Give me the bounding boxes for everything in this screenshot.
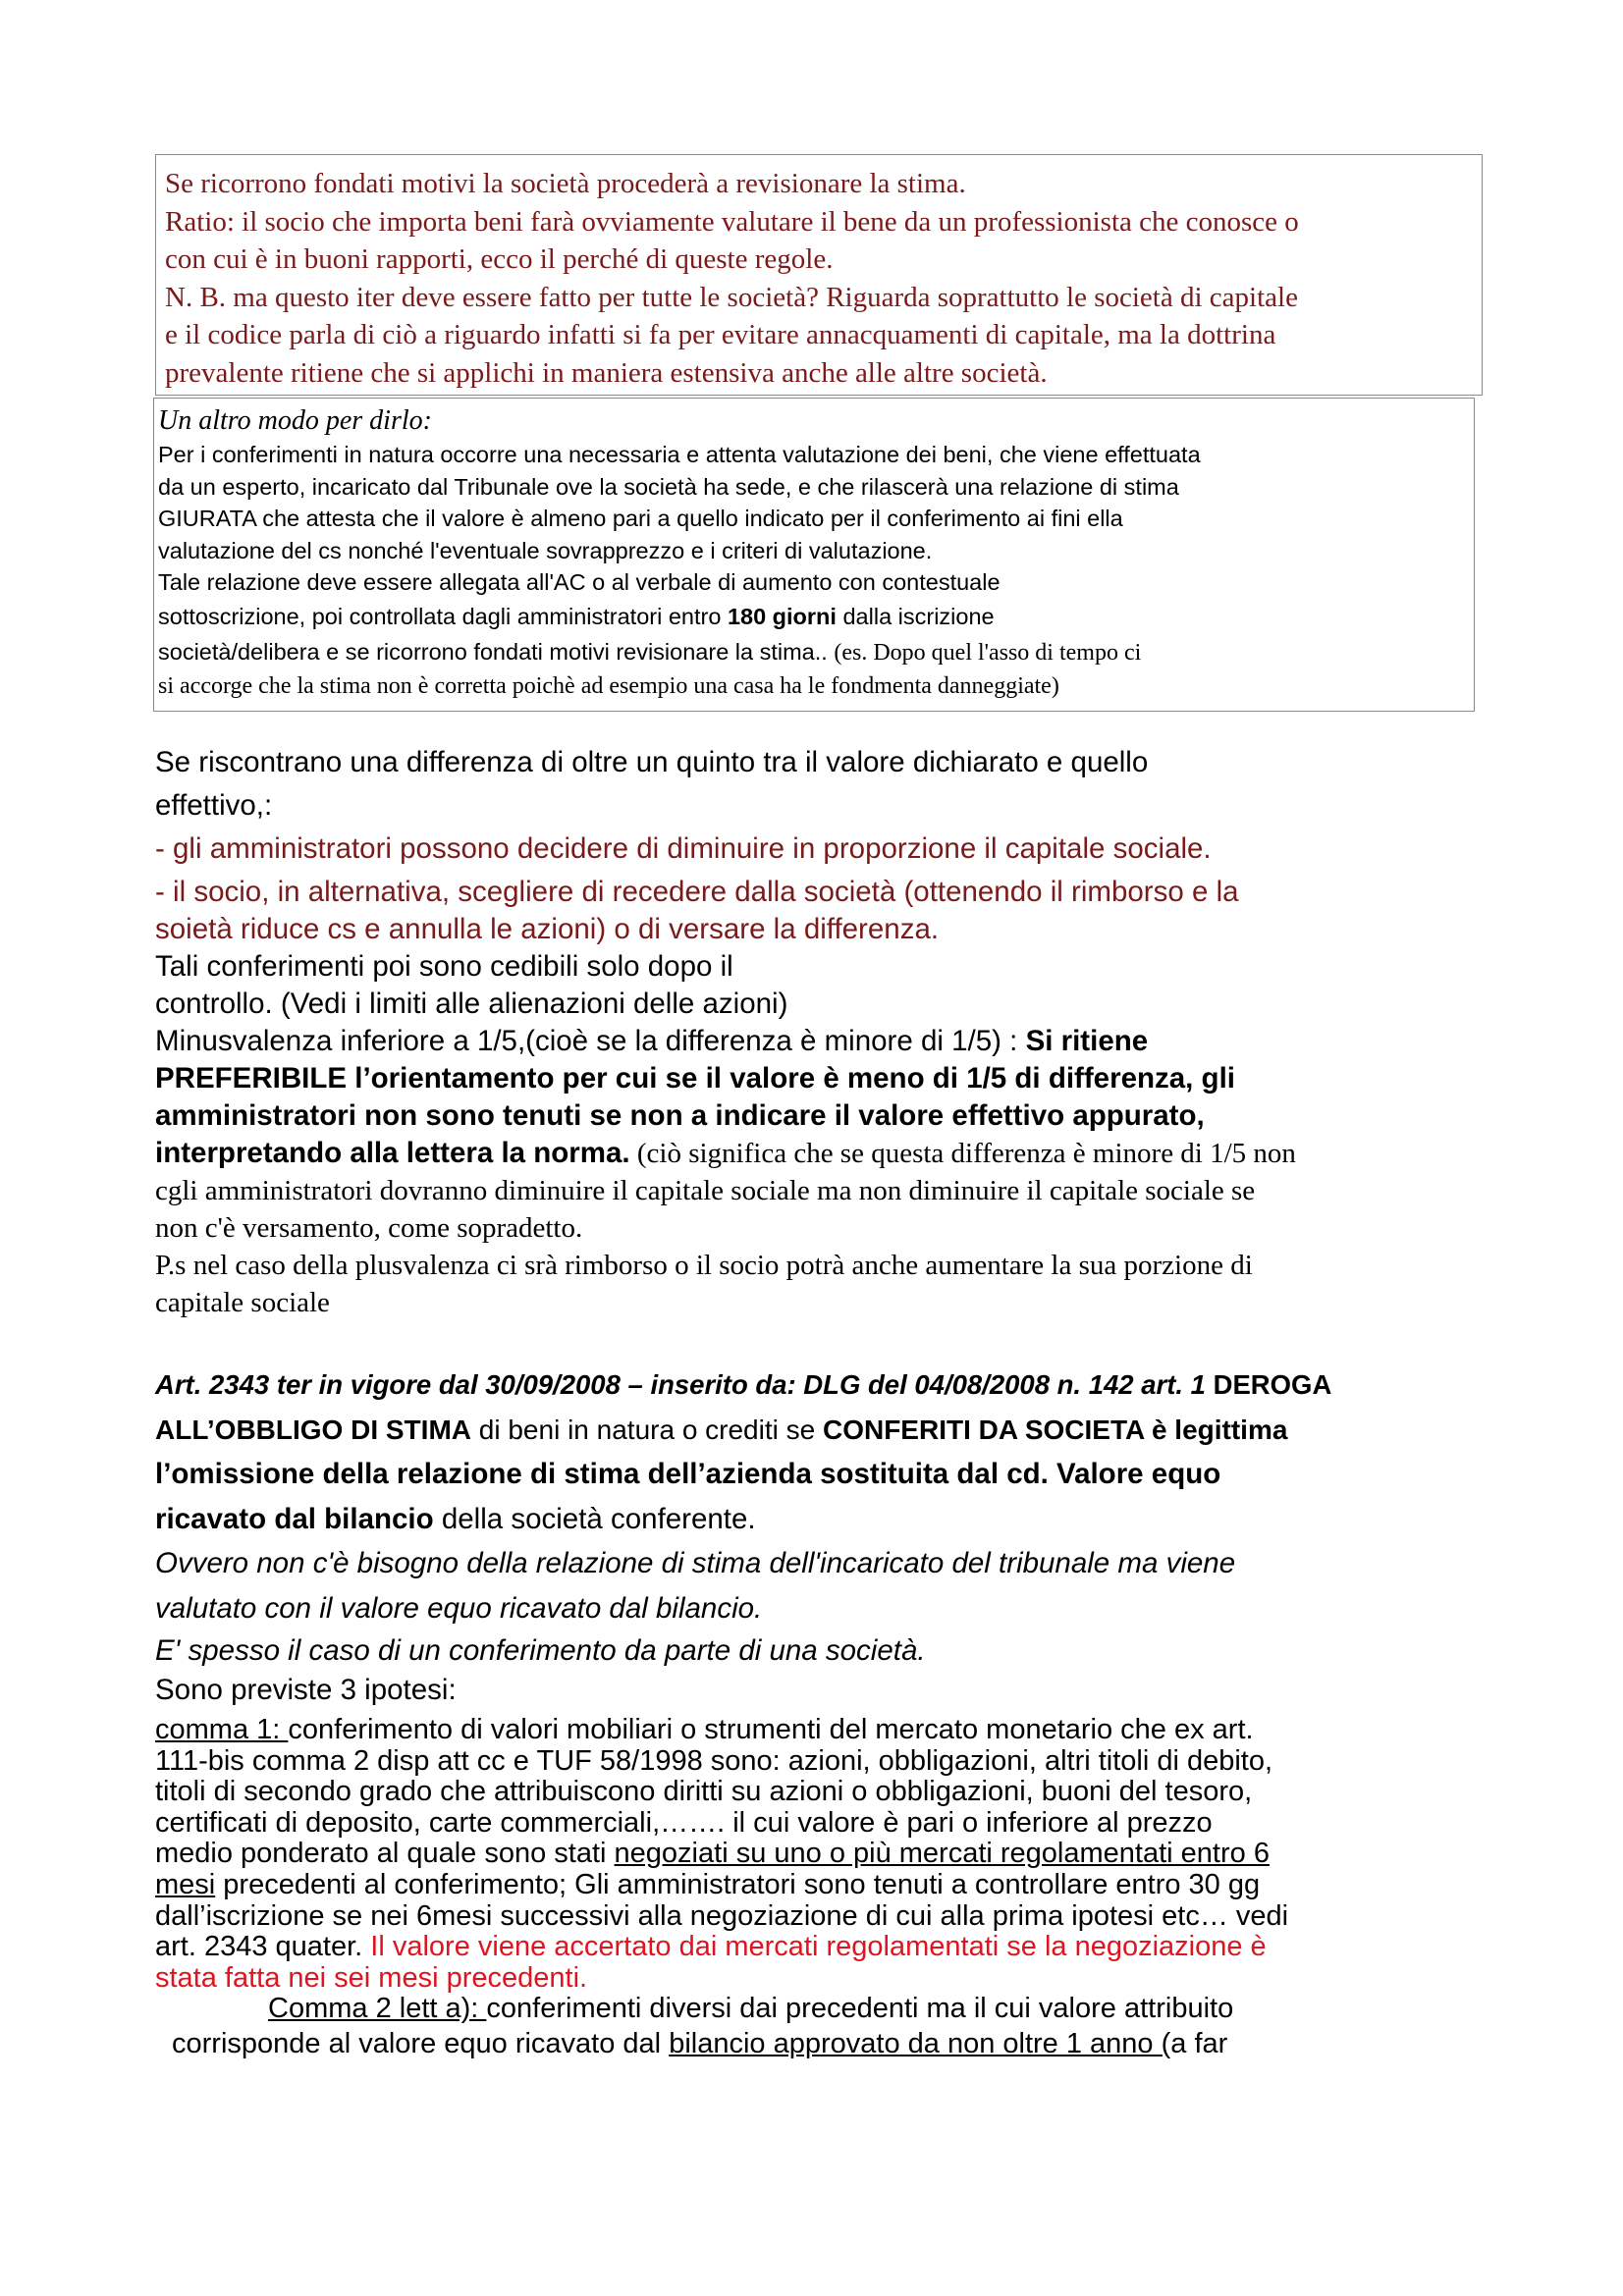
- section-commi: [155, 1715, 1490, 2060]
- italic-line: Ovvero non c'è bisogno della relazione di stima dell'incaricato del tribunale ma viene: [155, 1547, 1236, 1579]
- paragraph-line: dall’iscrizione se nei 6mesi successivi alla negoziazione di cui alla prima ipotesi etc… vedi: [155, 1899, 1289, 1932]
- text: della società conferente.: [433, 1502, 756, 1535]
- box2-line: GIURATA che attesta che il valore è almeno pari a quello indicato per il conferimento ai fini ella: [158, 506, 1123, 531]
- paragraph-line: [155, 1497, 1490, 1542]
- bold-text: CONFERITI DA SOCIETA: [822, 1414, 1145, 1445]
- serif-line: capitale sociale: [155, 1287, 330, 1318]
- paragraph-line: Sono previste 3 ipotesi:: [155, 1674, 457, 1706]
- serif-line: P.s nel caso della plusvalenza ci srà rimborso o il socio potrà anche aumentare la sua porzione di: [155, 1250, 1253, 1281]
- comma-label: Comma 2 lett a):: [268, 1993, 487, 2025]
- bold-text: ALL’OBBLIGO DI STIMA: [155, 1414, 471, 1445]
- serif-line: cgli amministratori dovranno diminuire il capitale sociale ma non diminuire il capitale sociale se: [155, 1175, 1256, 1206]
- underlined-text: negoziati su uno o più mercati regolamentati entro 6: [614, 1838, 1270, 1870]
- bold-text: è legittima: [1144, 1414, 1288, 1445]
- underlined-text: bilancio approvato da non oltre 1 anno (: [669, 2027, 1171, 2059]
- note-box-altro-modo: [153, 398, 1475, 712]
- box2-bold-days: 180 giorni: [727, 603, 837, 629]
- bold-line: PREFERIBILE l’orientamento per cui se il valore è meno di 1/5 di differenza, gli: [155, 1062, 1235, 1095]
- paragraph-line: [155, 1932, 1490, 1963]
- paragraph-line: [155, 1715, 1490, 1746]
- paragraph-line: [155, 1408, 1490, 1453]
- text: a far: [1170, 2027, 1228, 2059]
- paragraph-line: effettivo,:: [155, 789, 273, 822]
- box2-line: valutazione del cs nonché l'eventuale sovrapprezzo e i criteri di valutazione.: [158, 537, 933, 563]
- red-line: - gli amministratori possono decidere di diminuire in proporzione il capitale sociale.: [155, 832, 1212, 865]
- box2-text: dalla iscrizione: [836, 603, 995, 629]
- underlined-text: mesi: [155, 1868, 216, 1900]
- paragraph-line: controllo. (Vedi i limiti alle alienazioni delle azioni): [155, 988, 788, 1020]
- bold-text: ricavato dal bilancio: [155, 1502, 434, 1535]
- paragraph-line: certificati di deposito, carte commerciali,……. il cui valore è pari o inferiore al prezzo: [155, 1806, 1213, 1839]
- bold-text: Si ritiene: [1025, 1025, 1149, 1057]
- paragraph-line: [155, 1870, 1490, 1901]
- italic-line: valutato con il valore equo ricavato dal bilancio.: [155, 1591, 763, 1625]
- box1-line: e il codice parla di ciò a riguardo infatti si fa per evitare annacquamenti di capitale, ma la dottrina: [165, 319, 1276, 350]
- box2-line: Per i conferimenti in natura occorre una necessaria e attenta valutazione dei beni, che viene effettuata: [158, 442, 1201, 467]
- paragraph-line: 111-bis comma 2 disp att cc e TUF 58/1998 sono: azioni, obbligazioni, altri titoli di debito,: [155, 1744, 1273, 1777]
- text: Minusvalenza inferiore a 1/5,(cioè se la differenza è minore di 1/5) :: [155, 1025, 1026, 1057]
- box2-line: da un esperto, incaricato dal Tribunale ove la società ha sede, e che rilascerà una relazione di stima: [158, 473, 1179, 500]
- box1-line: prevalente ritiene che si applichi in maniera estensiva anche alle altre società.: [165, 356, 1048, 389]
- text: precedenti al conferimento; Gli amministratori sono tenuti a controllare entro 30 gg: [215, 1868, 1261, 1900]
- serif-text: (ciò significa che se questa differenza è minore di 1/5 non: [629, 1138, 1296, 1169]
- text: corrisponde al valore equo ricavato dal: [172, 2027, 670, 2059]
- red-line: - il socio, in alternativa, scegliere di recedere dalla società (ottenendo il rimborso e la: [155, 876, 1239, 908]
- article-ref: Art. 2343 ter in vigore dal 30/09/2008 – inserito da: DLG del 04/08/2008 n. 142 art. 1: [155, 1369, 1206, 1400]
- bold-text: DEROGA: [1205, 1369, 1332, 1400]
- box2-line: si accorge che la stima non è corretta poichè ad esempio una casa ha le fondmenta danneggiate): [158, 672, 1059, 699]
- note-box-stima: [155, 154, 1483, 396]
- box1-line: con cui è in buoni rapporti, ecco il perché di queste regole.: [165, 243, 834, 275]
- box1-line: N. B. ma questo iter deve essere fatto per tutte le società? Riguarda soprattutto le società di capitale: [165, 281, 1298, 313]
- box1-line: Se ricorrono fondati motivi la società procederà a revisionare la stima.: [165, 168, 966, 199]
- paragraph-line: [155, 1023, 1490, 1060]
- red-line: stata fatta nei sei mesi precedenti.: [155, 1961, 588, 1994]
- box2-text: sottoscrizione, poi controllata dagli amministratori entro: [158, 603, 728, 629]
- text: art. 2343 quater.: [155, 1931, 371, 1963]
- text: conferimenti diversi dai precedenti ma il cui valore attribuito: [486, 1993, 1234, 2025]
- box2-line: Tale relazione deve essere allegata all'AC o al verbale di aumento con contestuale: [158, 569, 1001, 595]
- paragraph-line: Tali conferimenti poi sono cedibili solo dopo il: [155, 950, 733, 983]
- box1-line: Ratio: il socio che importa beni farà ovviamente valutare il bene da un professionista che conosce o: [165, 205, 1299, 238]
- serif-line: non c'è versamento, come sopradetto.: [155, 1212, 583, 1244]
- bold-text: interpretando alla lettera la norma.: [155, 1137, 630, 1169]
- box2-line: [158, 634, 1468, 670]
- bold-line: l’omissione della relazione di stima dell’azienda sostituita dal cd. Valore equo: [155, 1458, 1221, 1490]
- paragraph-line: [155, 2029, 1490, 2060]
- red-text: Il valore viene accertato dai mercati regolamentati se la negoziazione è: [370, 1931, 1267, 1963]
- paragraph-line: titoli di secondo grado che attribuiscono diritti su azioni o obbligazioni, buoni del tesoro,: [155, 1776, 1253, 1808]
- paragraph-line: [155, 1839, 1490, 1870]
- box2-line: [158, 599, 1468, 634]
- italic-line: E' spesso il caso di un conferimento da parte di una società.: [155, 1634, 926, 1667]
- paragraph-line: Se riscontrano una differenza di oltre un quinto tra il valore dichiarato e quello: [155, 746, 1149, 778]
- article-heading: [155, 1362, 1490, 1408]
- text: conferimento di valori mobiliari o strumenti del mercato monetario che ex art.: [288, 1714, 1254, 1745]
- paragraph-line: [155, 1994, 1490, 2025]
- section-art-2343-ter: [155, 1362, 1490, 1709]
- section-differenza: [155, 744, 1490, 1321]
- box2-text: società/delibera e se ricorrono fondati motivi revisionare la stima..: [158, 638, 835, 665]
- text: medio ponderato al quale sono stati: [155, 1838, 615, 1870]
- box2-example: (es. Dopo quel l'asso di tempo ci: [834, 639, 1142, 666]
- text: di beni in natura o crediti se: [471, 1414, 823, 1445]
- paragraph-line: [155, 1135, 1490, 1172]
- comma-label: comma 1:: [155, 1714, 289, 1745]
- box2-title: Un altro modo per dirlo:: [158, 405, 432, 436]
- red-line: soietà riduce cs e annulla le azioni) o di versare la differenza.: [155, 913, 940, 945]
- bold-line: amministratori non sono tenuti se non a indicare il valore effettivo appurato,: [155, 1099, 1205, 1132]
